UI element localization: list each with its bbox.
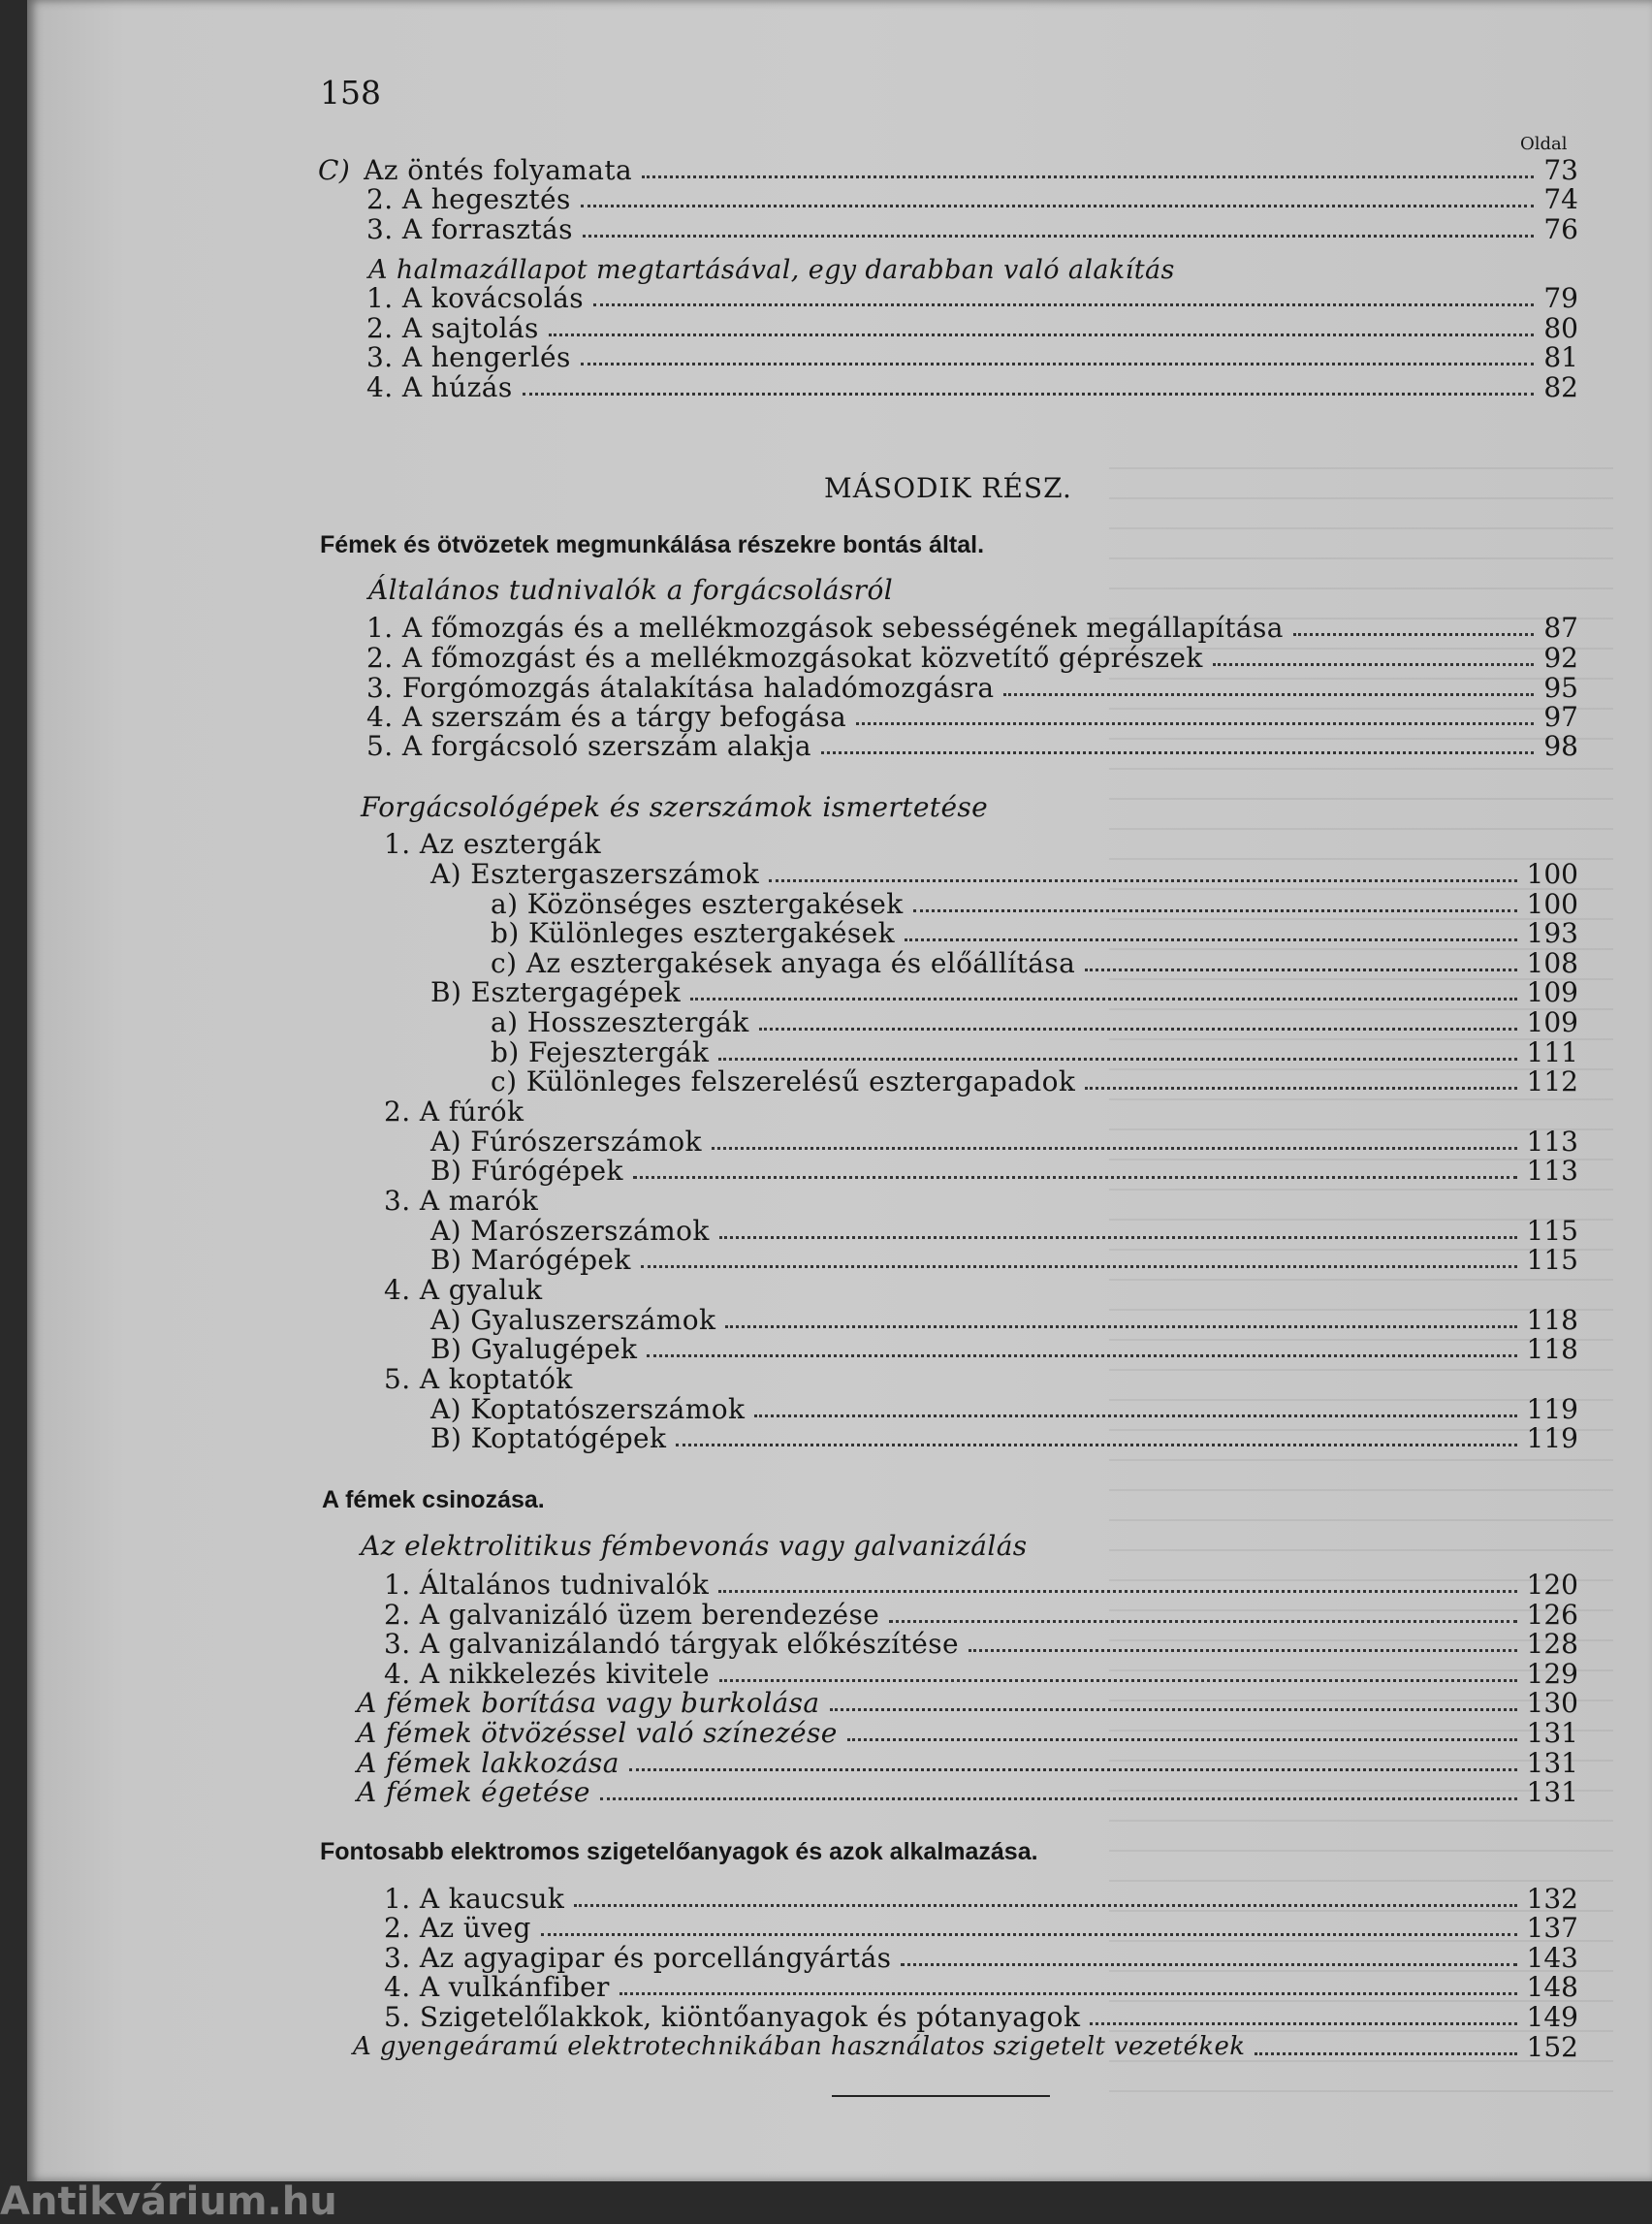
- toc-entry: 2. A fúrók: [384, 1096, 524, 1128]
- entry-page: 73: [1543, 154, 1578, 186]
- toc-entry: 4. A gyaluk: [384, 1274, 543, 1306]
- toc-subheading: Általános tudnivalók a forgácsolásról: [368, 574, 894, 606]
- part-title: MÁSODIK RÉSZ.: [824, 472, 1072, 504]
- toc-entry: B) Fúrógépek 113: [430, 1155, 1578, 1187]
- toc-entry: 3. Forgómozgás átalakítása haladómozgásra 95: [366, 672, 1578, 704]
- toc-entry: 3. A marók: [384, 1185, 539, 1217]
- toc-entry: 5. A koptatók: [384, 1363, 573, 1395]
- section-heading: Fontosabb elektromos szigetelőanyagok és azok alkalmazása.: [320, 1838, 1038, 1865]
- toc-entry: b) Fejesztergák 111: [491, 1036, 1578, 1068]
- section-heading: A fémek csinozása.: [322, 1486, 545, 1513]
- toc-entry: 4. A vulkánfiber 148: [384, 1971, 1578, 2003]
- toc-entry: 4. A húzás 82: [366, 371, 1578, 403]
- toc-entry: B) Esztergagépek 109: [430, 976, 1578, 1008]
- toc-entry: A) Gyaluszerszámok 118: [430, 1304, 1578, 1336]
- toc-entry: A) Marószerszámok 115: [430, 1215, 1578, 1247]
- toc-entry: B) Koptatógépek 119: [430, 1422, 1578, 1454]
- toc-entry: 3. A forrasztás 76: [366, 213, 1578, 245]
- page-column-header: Oldal: [1520, 134, 1568, 154]
- toc-entry: A fémek égetése 131: [357, 1776, 1578, 1808]
- toc-entry: A fémek ötvözéssel való színezése 131: [357, 1717, 1578, 1749]
- toc-entry: 3. Az agyagipar és porcellángyártás 143: [384, 1942, 1578, 1974]
- toc-entry: A gyengeáramú elektrotechnikában használatos szigetelt vezetékek 152: [353, 2031, 1578, 2063]
- toc-entry: 4. A nikkelezés kivitele 129: [384, 1658, 1578, 1690]
- toc-entry: 2. A főmozgást és a mellékmozgásokat közvetítő géprészek 92: [366, 642, 1578, 674]
- book-page: [27, 0, 1652, 2181]
- page-number: 158: [320, 74, 381, 111]
- toc-entry: A) Koptatószerszámok 119: [430, 1393, 1578, 1425]
- toc-entry: B) Gyalugépek 118: [430, 1333, 1578, 1365]
- toc-entry: B) Marógépek 115: [430, 1244, 1578, 1276]
- toc-entry: 3. A galvanizálandó tárgyak előkészítése 128: [384, 1628, 1578, 1660]
- toc-entry: 5. A forgácsoló szerszám alakja 98: [366, 730, 1578, 762]
- toc-entry: a) Hosszesztergák 109: [491, 1006, 1578, 1038]
- toc-subheading: Forgácsológépek és szerszámok ismertetése: [361, 791, 989, 823]
- toc-entry: 3. A hengerlés 81: [366, 341, 1578, 373]
- toc-subheading: A halmazállapot megtartásával, egy darabban való alakítás: [368, 255, 1175, 285]
- toc-entry: c) Különleges felszerelésű esztergapadok 112: [491, 1065, 1578, 1097]
- toc-entry: 1. A főmozgás és a mellékmozgások sebességének megállapítása 87: [366, 612, 1578, 644]
- toc-entry: A fémek borítása vagy burkolása 130: [357, 1687, 1578, 1719]
- toc-subheading: Az elektrolitikus fémbevonás vagy galvanizálás: [361, 1530, 1028, 1562]
- toc-entry: c) Az esztergakések anyaga és előállítása 108: [491, 947, 1578, 979]
- watermark: Antikvárium.hu: [0, 2179, 337, 2224]
- toc-entry: 1. A kaucsuk 132: [384, 1883, 1578, 1915]
- toc-entry: a) Közönséges esztergakések 100: [491, 888, 1578, 920]
- toc-entry: 5. Szigetelőlakkok, kiöntőanyagok és pótanyagok 149: [384, 2001, 1578, 2033]
- table-of-contents: [27, 0, 1652, 2181]
- toc-entry: b) Különleges esztergakések 193: [491, 917, 1578, 949]
- toc-entry: 2. A galvanizáló üzem berendezése 126: [384, 1599, 1578, 1631]
- toc-entry: 2. Az üveg 137: [384, 1912, 1578, 1944]
- toc-entry: 4. A szerszám és a tárgy befogása 97: [366, 701, 1578, 733]
- toc-entry: C) Az öntés folyamata 73: [318, 154, 1578, 186]
- toc-entry: 1. Általános tudnivalók 120: [384, 1569, 1578, 1601]
- toc-entry: A fémek lakkozása 131: [357, 1747, 1578, 1779]
- toc-entry: A) Esztergaszerszámok 100: [430, 858, 1578, 890]
- section-heading: Fémek és ötvözetek megmunkálása részekre bontás által.: [320, 531, 985, 558]
- toc-entry: 2. A hegesztés 74: [366, 183, 1578, 215]
- toc-entry: A) Fúrószerszámok 113: [430, 1126, 1578, 1158]
- toc-entry: 1. A kovácsolás 79: [366, 282, 1578, 314]
- end-rule: [832, 2095, 1050, 2097]
- toc-entry: 2. A sajtolás 80: [366, 312, 1578, 344]
- toc-entry: 1. Az esztergák: [384, 828, 601, 860]
